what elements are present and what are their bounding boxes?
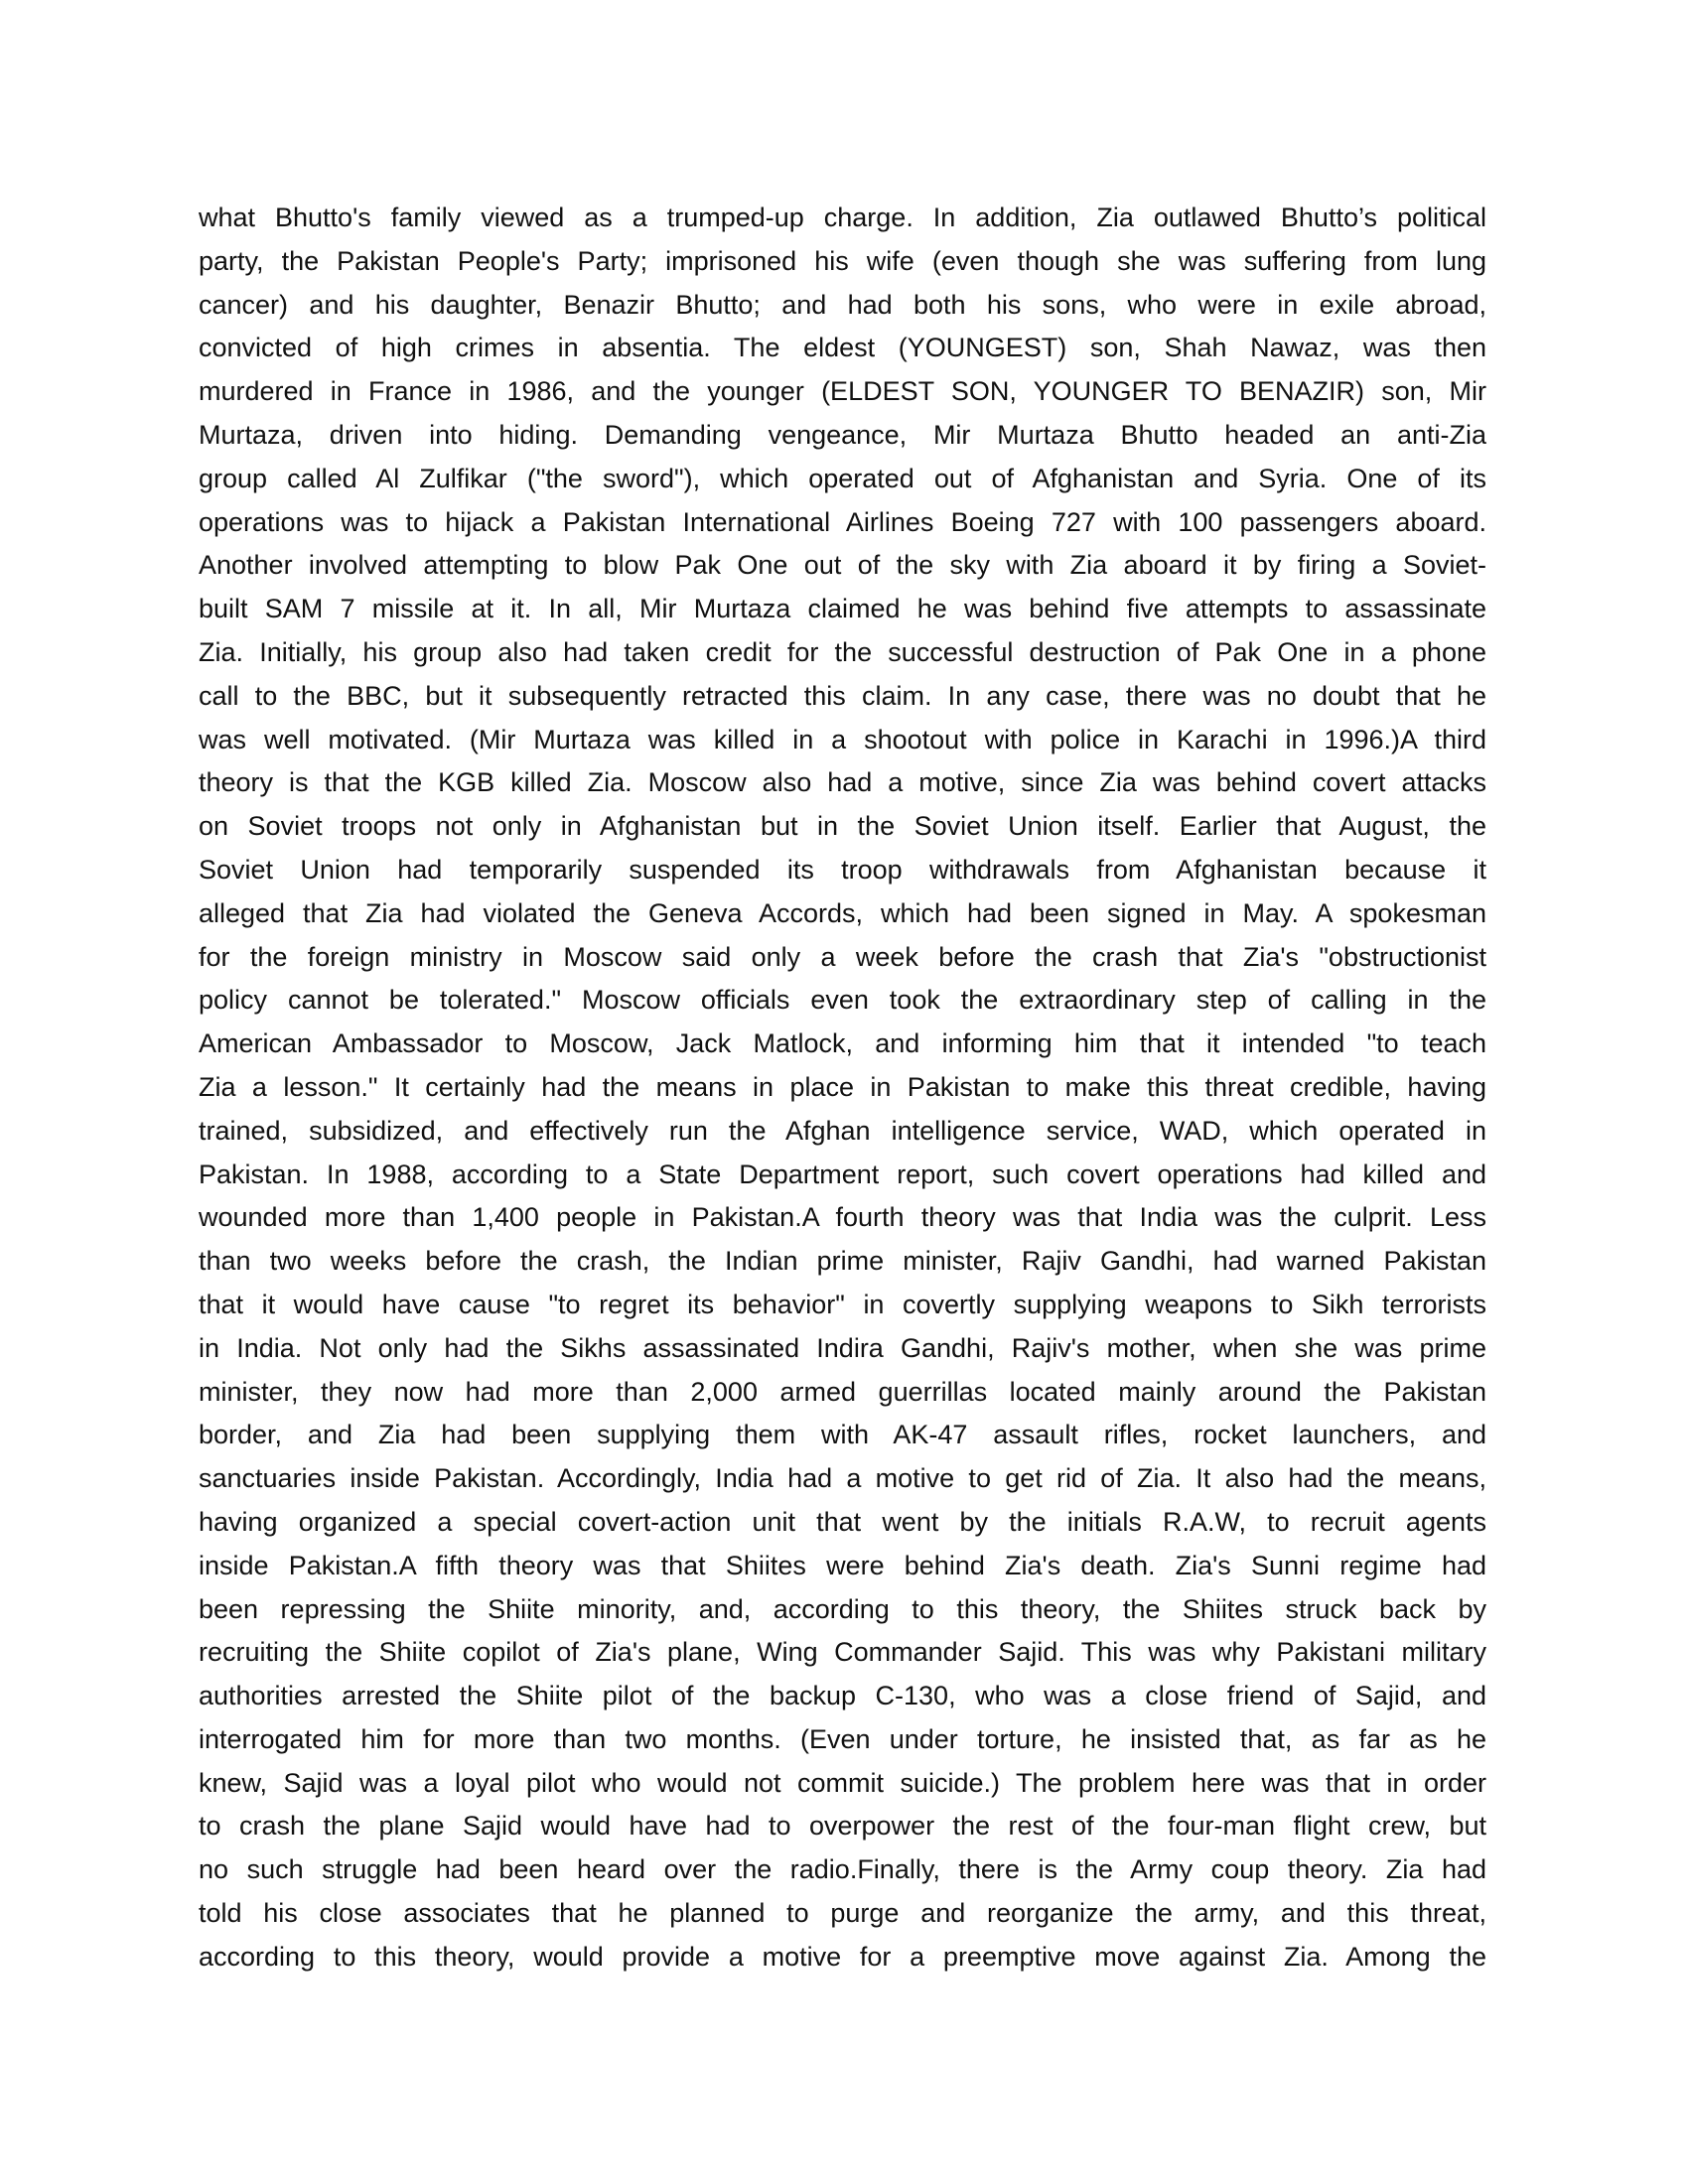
text-line: alleged that Zia had violated the Geneva Accords, which had been signed in May. A spokesman: [199, 897, 1486, 928]
text-line: authorities arrested the Shiite pilot of the backup C-130, who was a close friend of Sajid, and: [199, 1681, 1486, 1711]
text-line: what Bhutto's family viewed as a trumped-up charge. In addition, Zia outlawed Bhutto’s political: [199, 203, 1486, 232]
text-line: Another involved attempting to blow Pak One out of the sky with Zia aboard it by firing a Soviet-: [199, 550, 1486, 581]
text-line: trained, subsidized, and effectively run the Afghan intelligence service, WAD, which operated in: [199, 1115, 1486, 1146]
text-line: no such struggle had been heard over the radio.Finally, there is the Army coup theory. Zia had: [199, 1854, 1486, 1885]
text-line: built SAM 7 missile at it. In all, Mir Murtaza claimed he was behind five attempts to assassinate: [199, 594, 1486, 624]
text-line: theory is that the KGB killed Zia. Moscow also had a motive, since Zia was behind covert attacks: [199, 767, 1486, 798]
text-line: cancer) and his daughter, Benazir Bhutto; and had both his sons, who were in exile abroad,: [199, 289, 1486, 320]
text-line: Soviet Union had temporarily suspended its troop withdrawals from Afghanistan because it: [199, 854, 1486, 885]
text-line: on Soviet troops not only in Afghanistan but in the Soviet Union itself. Earlier that August, the: [199, 811, 1486, 842]
text-line: according to this theory, would provide a motive for a preemptive move against Zia. Among the: [199, 1941, 1486, 1972]
text-line: inside Pakistan.A fifth theory was that Shiites were behind Zia's death. Zia's Sunni regime had: [199, 1550, 1486, 1580]
text-line: convicted of high crimes in absentia. The eldest (YOUNGEST) son, Shah Nawaz, was then: [199, 333, 1486, 363]
body-paragraph: [199, 197, 1486, 1979]
text-line: interrogated him for more than two months. (Even under torture, he insisted that, as far as he: [199, 1723, 1486, 1754]
text-line: for the foreign ministry in Moscow said only a week before the crash that Zia's "obstructionist: [199, 941, 1486, 972]
text-line: policy cannot be tolerated." Moscow officials even took the extraordinary step of calling in the: [199, 985, 1486, 1016]
text-line: call to the BBC, but it subsequently retracted this claim. In any case, there was no doubt that he: [199, 680, 1486, 711]
text-line: operations was to hijack a Pakistan International Airlines Boeing 727 with 100 passengers aboard.: [199, 506, 1486, 537]
text-line: knew, Sajid was a loyal pilot who would not commit suicide.) The problem here was that in order: [199, 1767, 1486, 1798]
text-line: Zia a lesson." It certainly had the means in place in Pakistan to make this threat credible, having: [199, 1071, 1486, 1102]
text-line: Zia. Initially, his group also had taken credit for the successful destruction of Pak One in a phone: [199, 636, 1486, 667]
text-line: to crash the plane Sajid would have had to overpower the rest of the four-man flight crew, but: [199, 1811, 1486, 1842]
text-line: was well motivated. (Mir Murtaza was killed in a shootout with police in Karachi in 1996.)A third: [199, 724, 1486, 754]
text-line: told his close associates that he planned to purge and reorganize the army, and this threat,: [199, 1898, 1486, 1929]
text-line: group called Al Zulfikar ("the sword"), which operated out of Afghanistan and Syria. One of its: [199, 463, 1486, 493]
text-line: party, the Pakistan People's Party; imprisoned his wife (even though she was suffering from lung: [199, 245, 1486, 276]
text-line: Murtaza, driven into hiding. Demanding vengeance, Mir Murtaza Bhutto headed an anti-Zia: [199, 419, 1486, 450]
text-line: having organized a special covert-action unit that went by the initials R.A.W, to recruit agents: [199, 1506, 1486, 1537]
text-line: sanctuaries inside Pakistan. Accordingly, India had a motive to get rid of Zia. It also had the means,: [199, 1463, 1486, 1494]
text-line: border, and Zia had been supplying them with AK-47 assault rifles, rocket launchers, and: [199, 1420, 1486, 1450]
text-line: minister, they now had more than 2,000 armed guerrillas located mainly around the Pakistan: [199, 1376, 1486, 1407]
text-line: that it would have cause "to regret its behavior" in covertly supplying weapons to Sikh terrorists: [199, 1289, 1486, 1319]
text-line: than two weeks before the crash, the Indian prime minister, Rajiv Gandhi, had warned Pakistan: [199, 1246, 1486, 1277]
text-line: Pakistan. In 1988, according to a State Department report, such covert operations had killed and: [199, 1159, 1486, 1189]
text-line: murdered in France in 1986, and the younger (ELDEST SON, YOUNGER TO BENAZIR) son, Mir: [199, 376, 1486, 407]
text-line: wounded more than 1,400 people in Pakistan.A fourth theory was that India was the culprit. Less: [199, 1202, 1486, 1233]
text-line: American Ambassador to Moscow, Jack Matlock, and informing him that it intended "to teach: [199, 1028, 1486, 1059]
text-line: been repressing the Shiite minority, and, according to this theory, the Shiites struck back by: [199, 1593, 1486, 1624]
text-line: recruiting the Shiite copilot of Zia's plane, Wing Commander Sajid. This was why Pakistani military: [199, 1637, 1486, 1668]
text-line: in India. Not only had the Sikhs assassinated Indira Gandhi, Rajiv's mother, when she was prime: [199, 1332, 1486, 1363]
